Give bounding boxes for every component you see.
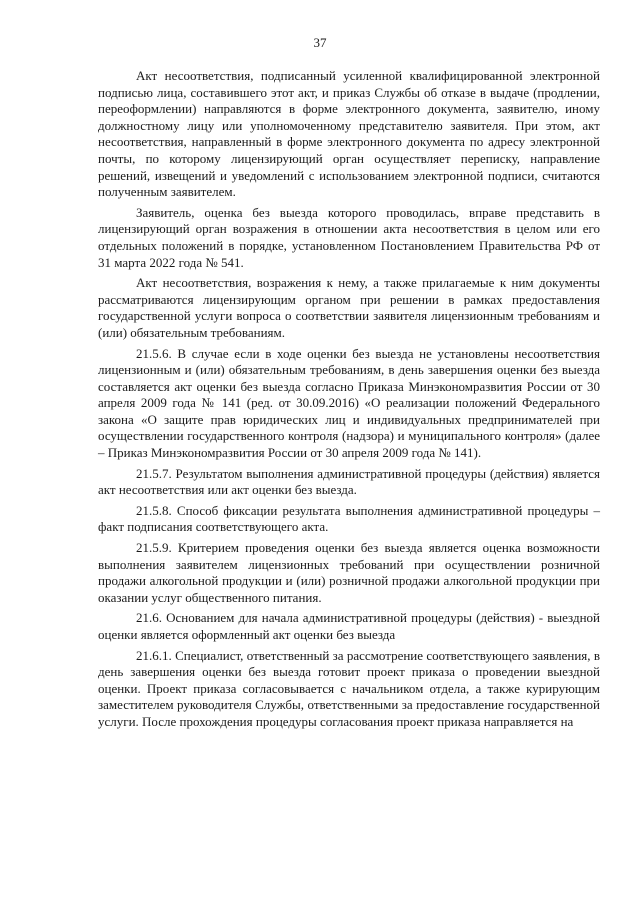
document-body (98, 68, 600, 735)
paragraph-9: 21.6.1. Специалист, ответственный за рассмотрение соответствующего заявления, в день завершения оценки без выезда готовит проект приказа о проведении выездной оценки. Проект приказа согласовывается с начальником отдела, а также курирующим заместителем руководителя Службы, ответственными за предоставление государственной услуги. После прохождения процедуры согласования проект приказа направляется на (98, 647, 600, 729)
paragraph-3: Акт несоответствия, возражения к нему, а также прилагаемые к ним документы рассматриваются лицензирующим органом при решении в рамках предоставления государственной услуги вопроса о соответствии заявителя лицензионным требованиям и (или) обязательным требованиям. (98, 275, 600, 340)
paragraph-1: Акт несоответствия, подписанный усиленной квалифицированной электронной подписью лица, составившего этот акт, и приказ Службы об отказе в выдаче (продлении, переоформлении) направляются в форме электронного документа, заявителю, иному должностному лицу или уполномоченному представителю заявителя. При этом, акт несоответствия, направленный в форме электронного документа по адресу электронной почты, по которому лицензирующий орган осуществляет переписку, направление решений, извещений и уведомлений с использованием электронной подписи, считаются полученным заявителем. (98, 68, 600, 200)
paragraph-2: Заявитель, оценка без выезда которого проводилась, вправе представить в лицензирующий орган возражения в отношении акта несоответствия в целом или его отдельных положений в порядке, установленном Постановлением Правительства РФ от 31 марта 2022 года № 541. (98, 204, 600, 270)
paragraph-5: 21.5.7. Результатом выполнения административной процедуры (действия) является акт несоответствия или акт оценки без выезда. (98, 465, 600, 498)
paragraph-8: 21.6. Основанием для начала административной процедуры (действия) - выездной оценки является оформленный акт оценки без выезда (98, 610, 600, 642)
paragraph-4: 21.5.6. В случае если в ходе оценки без выезда не установлены несоответствия лицензионным и (или) обязательным требованиям, в день завершения оценки без выезда составляется акт оценки без выезда согласно Приказа Минэкономразвития России от 30 апреля 2009 года № 141 (ред. от 30.09.2016) «О реализации положений Федерального закона «О защите прав юридических лиц и индивидуальных предпринимателей при осуществлении государственного контроля (надзора) и муниципального контроля» (далее – Приказ Минэкономразвития России от 30 апреля 2009 года № 141). (98, 345, 600, 461)
paragraph-6: 21.5.8. Способ фиксации результата выполнения административной процедуры – факт подписания соответствующего акта. (98, 502, 600, 535)
page-number: 37 (313, 35, 327, 50)
paragraph-7: 21.5.9. Критерием проведения оценки без выезда является оценка возможности выполнения заявителем лицензионных требований при осуществлении розничной продажи алкогольной продукции и (или) розничной продажи алкогольной продукции при оказании услуг общественного питания. (98, 540, 600, 605)
